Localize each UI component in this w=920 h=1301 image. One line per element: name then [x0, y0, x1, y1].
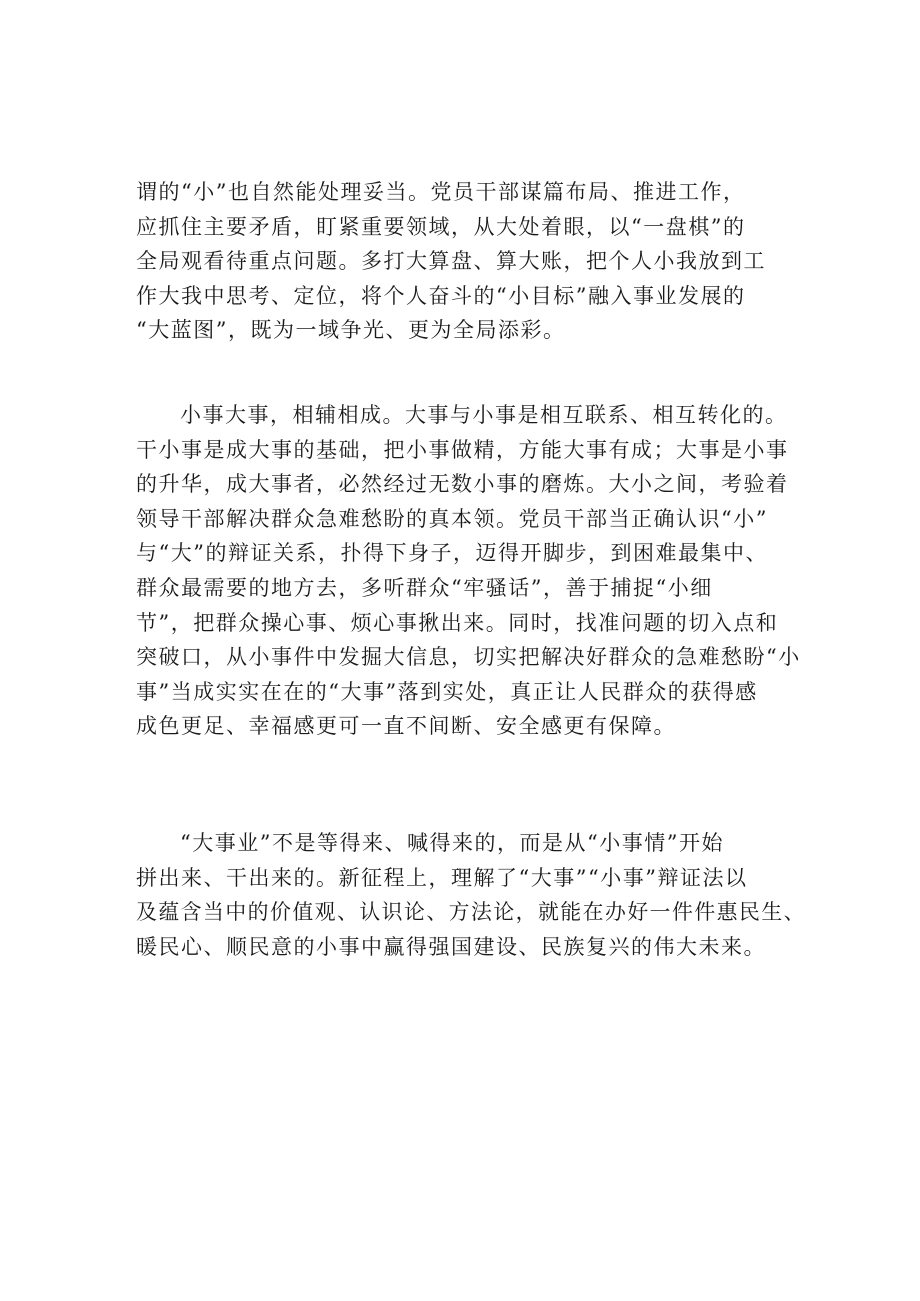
paragraph-2-line-2: 干小事是成大事的基础，把小事做精，方能大事有成；大事是小事	[136, 437, 789, 462]
paragraph-2	[136, 398, 806, 744]
paragraph-2-line-6: 群众最需要的地方去，多听群众“牢骚话”，善于捕捉“小细	[136, 575, 713, 600]
paragraph-3-line-1: “大事业”不是等得来、喊得来的，而是从“小事情”开始	[180, 831, 724, 855]
paragraph-1	[136, 175, 806, 348]
paragraph-2-line-3: 的升华，成大事者，必然经过无数小事的磨炼。大小之间，考验着	[136, 472, 789, 497]
paragraph-3-line-3: 及蕴含当中的价值观、认识论、方法论，就能在办好一件件惠民生、	[136, 900, 807, 925]
paragraph-2-line-10: 成色更足、幸福感更可一直不间断、安全感更有保障。	[136, 714, 676, 739]
paragraph-3-line-2: 拼出来、干出来的。新征程上，理解了“大事”“小事”辩证法以	[136, 865, 748, 890]
paragraph-3	[136, 826, 806, 964]
paragraph-2-line-1: 小事大事，相辅相成。大事与小事是相互联系、相互转化的。	[180, 403, 788, 427]
paragraph-2-line-9: 事”当成实实在在的“大事”落到实处，真正让人民群众的获得感	[136, 679, 758, 704]
paragraph-1-line-4: 作大我中思考、定位，将个人奋斗的“小目标”融入事业发展的	[136, 283, 746, 308]
paragraph-2-line-4: 领导干部解决群众急难愁盼的真本领。党员干部当正确认识“小”	[136, 506, 768, 531]
paragraph-1-line-2: 应抓住主要矛盾，盯紧重要领域，从大处着眼，以“一盘棋”的	[136, 214, 746, 239]
paragraph-2-line-8: 突破口，从小事件中发掘大信息，切实把解决好群众的急难愁盼“小	[136, 645, 801, 670]
paragraph-2-line-7: 节”，把群众操心事、烦心事揪出来。同时，找准问题的切入点和	[136, 610, 779, 635]
paragraph-2-line-5: 与“大”的辩证关系，扑得下身子，迈得开脚步，到困难最集中、	[136, 541, 768, 566]
paragraph-1-line-1: 谓的“小”也自然能处理妥当。党员干部谋篇布局、推进工作，	[136, 180, 746, 204]
paragraph-3-line-4: 暖民心、顺民意的小事中赢得强国建设、民族复兴的伟大未来。	[136, 934, 766, 959]
paragraph-1-line-3: 全局观看待重点问题。多打大算盘、算大账，把个人小我放到工	[136, 249, 766, 274]
paragraph-1-line-5: “大蓝图”，既为一域争光、更为全局添彩。	[136, 318, 566, 343]
